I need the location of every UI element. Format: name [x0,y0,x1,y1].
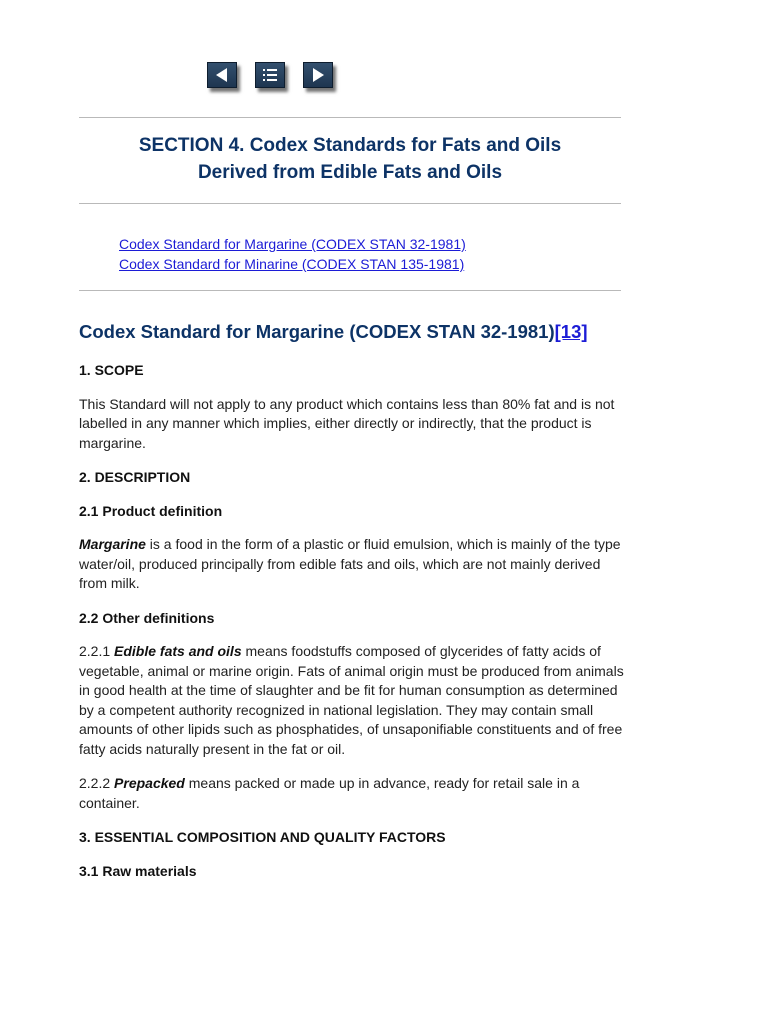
next-page-button[interactable] [303,62,333,88]
definition-prepacked-paragraph [79,774,624,813]
toc-link-margarine[interactable]: Codex Standard for Margarine (CODEX STAN 32-1981) [119,236,466,252]
divider [79,203,621,204]
triangle-left-icon [208,63,236,87]
divider [79,117,621,118]
margarine-term: Margarine [79,536,146,552]
standard-heading [79,319,624,345]
definition-edible-fats-paragraph [79,642,624,759]
table-of-contents [119,234,466,274]
prepacked-definition-text: means packed or made up in advance, ready for retail sale in a container. [79,775,580,811]
section-title-line-1: SECTION 4. Codex Standards for Fats and Oils [138,135,562,156]
product-definition-heading: 2.1 Product definition [79,502,223,519]
document-body [79,319,624,895]
footnote-link[interactable]: [13] [554,321,588,342]
margarine-definition-paragraph [79,535,624,594]
toc-link-minarine[interactable]: Codex Standard for Minarine (CODEX STAN 135-1981) [119,256,465,272]
margarine-definition-text: is a food in the form of a plastic or fluid emulsion, which is mainly of the type water/oil, produced principally from edible fats and oils, which are not mainly derived from milk. [79,536,621,591]
navigation-bar [207,62,347,94]
scope-paragraph: This Standard will not apply to any product which contains less than 80% fat and is not labelled in any manner which implies, either directly or indirectly, that the product is margarine. [79,395,615,451]
previous-page-button[interactable] [207,62,237,88]
edible-fats-definition-text: means foodstuffs composed of glycerides of fatty acids of vegetable, animal or marine origin. Fats of animal origin must be produced from animals in good health at the time of slaughter and be fit for human consumption as determined by a competent authority recognized in national legislation. They may contain small amounts of other lipids such as phosphatides, of unsaponifiable constituents and of free fatty acids naturally present in the fat or oil. [79,643,624,757]
list-icon [256,63,284,87]
divider [79,290,621,291]
section-title-line-2: Derived from Edible Fats and Oils [197,162,503,183]
triangle-right-icon [304,63,332,87]
standard-heading-text: Codex Standard for Margarine (CODEX STAN 32-1981) [79,321,555,342]
composition-heading: 3. ESSENTIAL COMPOSITION AND QUALITY FACTORS [79,829,446,845]
section-title [79,132,621,186]
scope-heading: 1. SCOPE [79,362,144,378]
definition-number: 2.2.2 [79,775,115,791]
prepacked-term: Prepacked [114,775,185,791]
description-heading: 2. DESCRIPTION [79,469,191,485]
raw-materials-heading: 3.1 Raw materials [79,862,197,879]
other-definitions-heading: 2.2 Other definitions [79,609,215,626]
definition-number: 2.2.1 [79,643,115,659]
table-of-contents-button[interactable] [255,62,285,88]
edible-fats-term: Edible fats and oils [114,643,242,659]
